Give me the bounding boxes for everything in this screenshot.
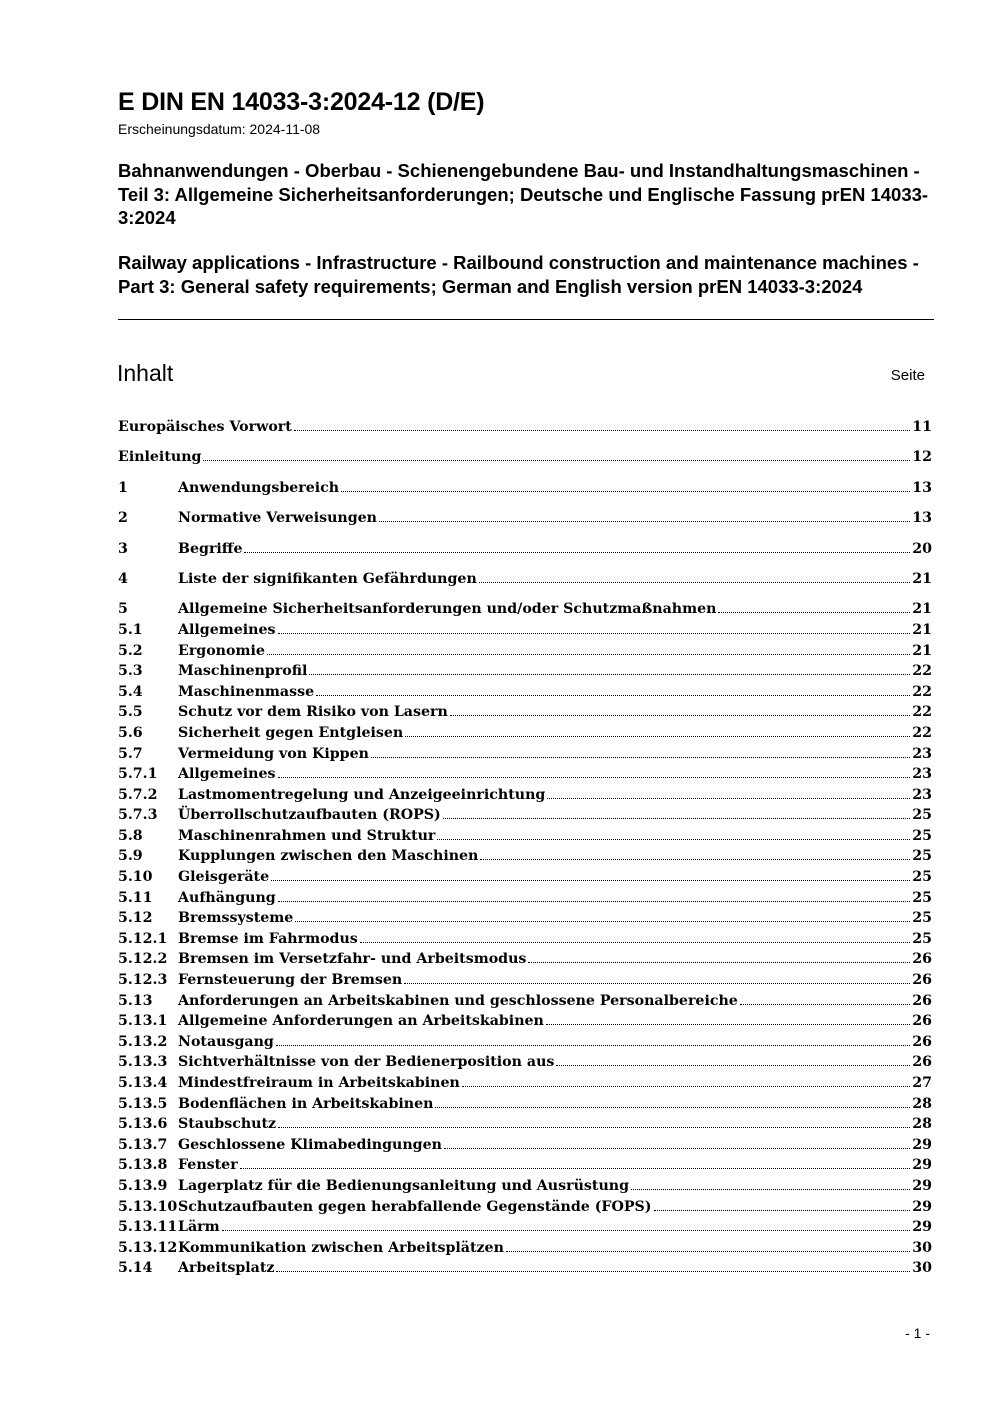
toc-entry-page: 13 [912, 479, 932, 496]
toc-entry[interactable] [118, 1073, 932, 1094]
toc-entry[interactable] [118, 929, 932, 950]
toc-entry-number: 5.13 [118, 992, 153, 1009]
toc-entry-title: Aufhängung [178, 889, 276, 906]
toc-entry-number: 5.13.10 [118, 1198, 178, 1215]
toc-entry-page: 29 [912, 1157, 932, 1174]
toc-entry-page: 27 [912, 1075, 932, 1091]
title-english: Railway applications - Infrastructure - Railbound construction and maintenance machines - Part 3: General safety requirements; German and English version prEN 14033-3:2024 [118, 252, 919, 297]
toc-entry-number: 5.13.7 [118, 1136, 168, 1153]
title-german: Bahnanwendungen - Oberbau - Schienengebundene Bau- und Instandhaltungsmaschinen - Teil 3: Allgemeine Sicherheitsanforderungen; Deutsche und Englische Fassung prEN 14033-3:2024 [118, 160, 929, 228]
toc-entry-title: Normative Verweisungen [178, 510, 377, 527]
toc-dot-leader [528, 962, 910, 963]
toc-entry[interactable] [118, 991, 932, 1012]
toc-entry-page: 21 [912, 621, 932, 638]
toc-dot-leader [506, 1251, 910, 1252]
toc-entry-page: 22 [912, 663, 932, 680]
toc-entry-number: 5.13.1 [118, 1013, 168, 1030]
toc-entry-title: Fenster [178, 1157, 238, 1174]
toc-dot-leader [379, 521, 910, 522]
toc-entry[interactable] [118, 599, 932, 620]
toc-entry-page: 22 [912, 704, 932, 721]
header-divider [118, 319, 934, 320]
toc-entry-title: Maschinenmasse [178, 683, 315, 700]
toc-entry[interactable] [118, 1052, 932, 1073]
toc-entry[interactable] [118, 970, 932, 991]
toc-entry-title: Maschinenrahmen und Struktur [178, 827, 436, 844]
toc-entry[interactable] [118, 744, 932, 765]
toc-dot-leader [437, 839, 910, 840]
toc-entry[interactable] [118, 478, 932, 499]
toc-entry-page: 29 [912, 1219, 932, 1236]
toc-dot-leader [443, 818, 911, 819]
toc-dot-leader [295, 921, 910, 922]
toc-entry-title: Geschlossene Klimabedingungen [178, 1136, 442, 1153]
toc-entry-title: Lagerplatz für die Bedienungsanleitung und Ausrüstung [178, 1177, 629, 1194]
toc-dot-leader [278, 901, 911, 902]
toc-entry-title: Fernsteuerung der Bremsen [178, 972, 403, 989]
toc-dot-leader [718, 612, 910, 613]
toc-entry[interactable] [118, 1176, 932, 1197]
toc-entry[interactable] [118, 1135, 932, 1156]
document-title: E DIN EN 14033-3:2024-12 (D/E) [118, 88, 485, 116]
toc-entry-title: Schutz vor dem Risiko von Lasern [178, 704, 448, 721]
toc-entry[interactable] [118, 1155, 932, 1176]
toc-entry[interactable] [118, 723, 932, 744]
toc-entry[interactable] [118, 1197, 932, 1218]
toc-entry[interactable] [118, 447, 932, 468]
toc-entry[interactable] [118, 1258, 932, 1279]
toc-entry-page: 22 [912, 683, 932, 700]
toc-entry[interactable] [118, 641, 932, 662]
toc-entry-page: 29 [912, 1177, 932, 1194]
toc-entry-title: Sicherheit gegen Entgleisen [178, 724, 404, 741]
toc-entry-title: Staubschutz [178, 1116, 277, 1133]
toc-entry[interactable] [118, 682, 932, 703]
toc-dot-leader [547, 798, 910, 799]
toc-entry[interactable] [118, 805, 932, 826]
toc-entry[interactable] [118, 1011, 932, 1032]
toc-entry-number: 5.13.5 [118, 1095, 168, 1112]
toc-entry-page: 26 [912, 972, 932, 989]
toc-entry-number: 4 [118, 570, 128, 587]
toc-entry-number: 2 [118, 510, 128, 527]
toc-dot-leader [294, 430, 910, 431]
toc-entry-title: Schutzaufbauten gegen herabfallende Gegenstände (FOPS) [178, 1198, 652, 1215]
toc-entry[interactable] [118, 1217, 932, 1238]
toc-dot-leader [309, 674, 910, 675]
toc-entry-page: 26 [912, 1033, 932, 1050]
toc-entry-title: Notausgang [178, 1033, 274, 1050]
toc-entry-number: 5.7.1 [118, 766, 158, 783]
toc-entry[interactable] [118, 569, 932, 590]
toc-entry-page: 30 [912, 1260, 932, 1277]
toc-entry-number: 5.13.3 [118, 1054, 168, 1071]
toc-entry-number: 5.12.1 [118, 930, 168, 947]
toc-entry-title: Begriffe [178, 540, 243, 557]
toc-dot-leader [341, 491, 910, 492]
toc-entry-number: 5.13.9 [118, 1177, 168, 1194]
toc-entry[interactable] [118, 888, 932, 909]
toc-dot-leader [546, 1024, 910, 1025]
toc-entry[interactable] [118, 620, 932, 641]
toc-entry-page: 29 [912, 1136, 932, 1153]
toc-entry-number: 5.11 [118, 889, 153, 906]
toc-entry-title: Liste der signifikanten Gefährdungen [178, 570, 477, 587]
toc-entry[interactable] [118, 826, 932, 847]
toc-entry-title: Bremse im Fahrmodus [178, 930, 358, 947]
toc-entry-number: 5.14 [118, 1260, 153, 1277]
toc-entry-page: 28 [912, 1116, 932, 1133]
toc-entry-number: 5.12.2 [118, 951, 168, 968]
toc-entry-title: Kupplungen zwischen den Maschinen [178, 848, 479, 865]
toc-entry-page: 26 [912, 1054, 932, 1071]
toc-entry-page: 21 [912, 570, 932, 587]
toc-entry-page: 21 [912, 601, 932, 618]
toc-entry-page: 25 [912, 807, 932, 824]
toc-entry-number: 5.5 [118, 704, 143, 721]
toc-entry-number: 5.4 [118, 683, 143, 700]
toc-dot-leader [360, 942, 910, 943]
toc-entry-title: Bodenflächen in Arbeitskabinen [178, 1095, 434, 1112]
toc-entry-title: Allgemeine Anforderungen an Arbeitskabinen [178, 1013, 544, 1030]
toc-entry-title: Überrollschutzaufbauten (ROPS) [178, 807, 441, 824]
toc-entry-title: Allgemeine Sicherheitsanforderungen und/oder Schutzmaßnahmen [178, 601, 717, 618]
toc-dot-leader [222, 1230, 911, 1231]
toc-entry[interactable] [118, 539, 932, 560]
toc-entry-title: Einleitung [118, 449, 202, 466]
toc-dot-leader [740, 1004, 910, 1005]
toc-entry-page: 30 [912, 1239, 932, 1256]
toc-dot-leader [444, 1148, 910, 1149]
toc-entry[interactable] [118, 417, 932, 438]
toc-dot-leader [631, 1189, 910, 1190]
toc-dot-leader [480, 859, 910, 860]
toc-entry[interactable] [118, 846, 932, 867]
toc-entry-page: 28 [912, 1095, 932, 1112]
toc-entry-page: 12 [912, 449, 932, 466]
toc-entry-number: 5.8 [118, 827, 143, 844]
toc-entry-number: 5.6 [118, 724, 143, 741]
toc-dot-leader [271, 880, 910, 881]
toc-entry[interactable] [118, 867, 932, 888]
toc-entry-title: Allgemeines [178, 766, 276, 783]
toc-entry[interactable] [118, 764, 932, 785]
toc-entry-title: Ergonomie [178, 642, 265, 659]
toc-entry-number: 1 [118, 479, 128, 496]
toc-entry-number: 5 [118, 601, 128, 618]
toc-entry-title: Lärm [178, 1219, 220, 1236]
toc-entry-number: 5.7.2 [118, 786, 158, 803]
toc-entry-number: 5.7.3 [118, 807, 158, 824]
toc-entry[interactable] [118, 1114, 932, 1135]
toc-entry-number: 5.13.8 [118, 1157, 168, 1174]
toc-entry-page: 26 [912, 992, 932, 1009]
toc-dot-leader [267, 654, 910, 655]
toc-entry-title: Europäisches Vorwort [118, 419, 292, 435]
toc-entry-title: Sichtverhältnisse von der Bedienerposition aus [178, 1054, 555, 1071]
toc-entry-page: 26 [912, 1013, 932, 1030]
toc-dot-leader [556, 1065, 910, 1066]
toc-entry-page: 29 [912, 1198, 932, 1215]
toc-entry-page: 23 [912, 766, 932, 783]
toc-entry-page: 25 [912, 930, 932, 947]
toc-entry-page: 20 [912, 540, 932, 557]
toc-entry[interactable] [118, 1032, 932, 1053]
toc-entry-number: 5.3 [118, 663, 143, 680]
toc-entry-number: 5.10 [118, 869, 153, 886]
toc-entry[interactable] [118, 508, 932, 529]
toc-entry-page: 13 [912, 510, 932, 527]
toc-entry-title: Vermeidung von Kippen [178, 745, 369, 762]
toc-entry-page: 11 [912, 419, 932, 435]
page-number: - 1 - [905, 1325, 930, 1341]
toc-entry[interactable] [118, 661, 932, 682]
toc-dot-leader [462, 1086, 910, 1087]
toc-entry[interactable] [118, 702, 932, 723]
toc-entry[interactable] [118, 1094, 932, 1115]
toc-entry-number: 3 [118, 540, 128, 557]
toc-entry-number: 5.12.3 [118, 972, 168, 989]
toc-entry-page: 23 [912, 786, 932, 803]
toc-entry[interactable] [118, 949, 932, 970]
toc-entry-number: 5.12 [118, 910, 153, 927]
toc-entry-number: 5.13.11 [118, 1219, 178, 1236]
toc-page-label: Seite [890, 367, 925, 384]
toc-dot-leader [278, 1127, 910, 1128]
toc-dot-leader [405, 736, 910, 737]
toc-dot-leader [276, 1271, 910, 1272]
toc-dot-leader [240, 1168, 911, 1169]
toc-entry-title: Bremsen im Versetzfahr- und Arbeitsmodus [178, 951, 527, 968]
toc-entry-title: Kommunikation zwischen Arbeitsplätzen [178, 1239, 504, 1256]
toc-dot-leader [244, 552, 910, 553]
toc-dot-leader [316, 695, 910, 696]
toc-dot-leader [435, 1107, 910, 1108]
toc-entry-page: 26 [912, 951, 932, 968]
toc-dot-leader [371, 757, 910, 758]
toc-entry-number: 5.13.6 [118, 1116, 168, 1133]
toc-entry-page: 21 [912, 642, 932, 659]
toc-entry-title: Arbeitsplatz [178, 1260, 275, 1277]
toc-entry-page: 25 [912, 869, 932, 886]
toc-dot-leader [404, 983, 910, 984]
toc-entry-number: 5.13.2 [118, 1033, 168, 1050]
toc-entry[interactable] [118, 908, 932, 929]
toc-entry-page: 25 [912, 848, 932, 865]
toc-entry-number: 5.9 [118, 848, 143, 865]
toc-entry-title: Maschinenprofil [178, 663, 308, 680]
toc-entry-page: 22 [912, 724, 932, 741]
table-of-contents [118, 410, 932, 1279]
publication-date: Erscheinungsdatum: 2024-11-08 [118, 121, 321, 137]
toc-entry-page: 25 [912, 827, 932, 844]
toc-entry-title: Gleisgeräte [178, 869, 270, 886]
toc-dot-leader [203, 460, 910, 461]
toc-entry-title: Anwendungsbereich [178, 479, 340, 496]
toc-entry-number: 5.2 [118, 642, 143, 659]
toc-entry-number: 5.1 [118, 621, 143, 638]
toc-entry-title: Allgemeines [178, 621, 276, 638]
toc-heading: Inhalt [117, 360, 174, 386]
toc-dot-leader [278, 777, 911, 778]
toc-entry-page: 23 [912, 745, 932, 762]
toc-entry-page: 25 [912, 889, 932, 906]
toc-entry-title: Anforderungen an Arbeitskabinen und geschlossene Personalbereiche [178, 992, 738, 1009]
toc-entry-number: 5.7 [118, 745, 143, 762]
toc-entry-title: Bremssysteme [178, 910, 294, 927]
toc-dot-leader [654, 1210, 911, 1211]
toc-entry-page: 25 [912, 910, 932, 927]
toc-entry-title: Mindestfreiraum in Arbeitskabinen [178, 1075, 460, 1091]
toc-entry-number: 5.13.4 [118, 1075, 168, 1091]
toc-dot-leader [276, 1045, 910, 1046]
toc-dot-leader [278, 633, 911, 634]
toc-entry-number: 5.13.12 [118, 1239, 178, 1256]
toc-entry[interactable] [118, 785, 932, 806]
toc-dot-leader [450, 715, 910, 716]
toc-entry[interactable] [118, 1238, 932, 1259]
toc-dot-leader [479, 582, 910, 583]
toc-entry-title: Lastmomentregelung und Anzeigeeinrichtung [178, 786, 546, 803]
